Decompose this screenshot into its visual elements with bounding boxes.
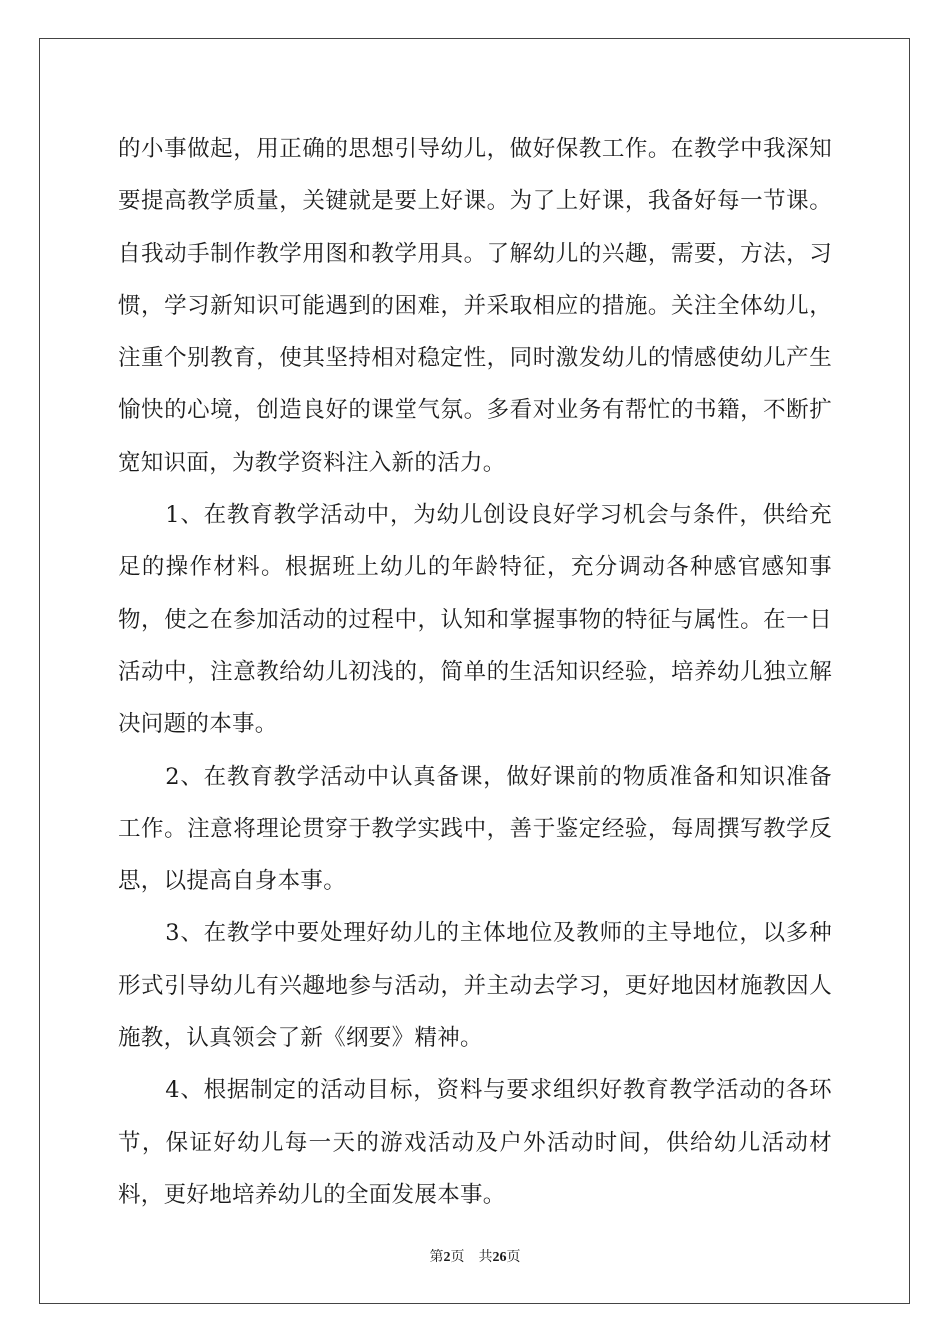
page-footer	[0, 1247, 950, 1268]
total-prefix: 共	[478, 1249, 493, 1265]
paragraph-3: 3、在教学中要处理好幼儿的主体地位及教师的主导地位，以多种形式引导幼儿有兴趣地参与活动，并主动去学习，更好地因材施教因人施教，认真领会了新《纲要》精神。	[118, 920, 832, 1052]
page-number: 2	[443, 1250, 451, 1265]
paragraph-2: 2、在教育教学活动中认真备课，做好课前的物质准备和知识准备工作。注意将理论贯穿于教学实践中，善于鉴定经验，每周撰写教学反思，以提高自身本事。	[118, 763, 832, 895]
page-prefix: 第	[429, 1249, 444, 1265]
total-pages: 26	[492, 1250, 507, 1265]
document-body	[118, 123, 832, 1221]
page-suffix: 页	[450, 1249, 465, 1265]
paragraph-1: 1、在教育教学活动中，为幼儿创设良好学习机会与条件，供给充足的操作材料。根据班上幼儿的年龄特征，充分调动各种感官感知事物，使之在参加活动的过程中，认知和掌握事物的特征与属性。在一日活动中，注意教给幼儿初浅的，简单的生活知识经验，培养幼儿独立解决问题的本事。	[118, 502, 832, 738]
paragraph-4: 4、根据制定的活动目标，资料与要求组织好教育教学活动的各环节，保证好幼儿每一天的游戏活动及户外活动时间，供给幼儿活动材料，更好地培养幼儿的全面发展本事。	[118, 1077, 832, 1208]
total-suffix: 页	[506, 1249, 521, 1265]
paragraph-0: 的小事做起，用正确的思想引导幼儿，做好保教工作。在教学中我深知要提高教学质量，关键就是要上好课。为了上好课，我备好每一节课。自我动手制作教学用图和教学用具。了解幼儿的兴趣，需要，方法，习惯，学习新知识可能遇到的困难，并采取相应的措施。关注全体幼儿，注重个别教育，使其坚持相对稳定性，同时激发幼儿的情感使幼儿产生愉快的心境，创造良好的课堂气氛。多看对业务有帮忙的书籍，不断扩宽知识面，为教学资料注入新的活力。	[118, 136, 832, 476]
